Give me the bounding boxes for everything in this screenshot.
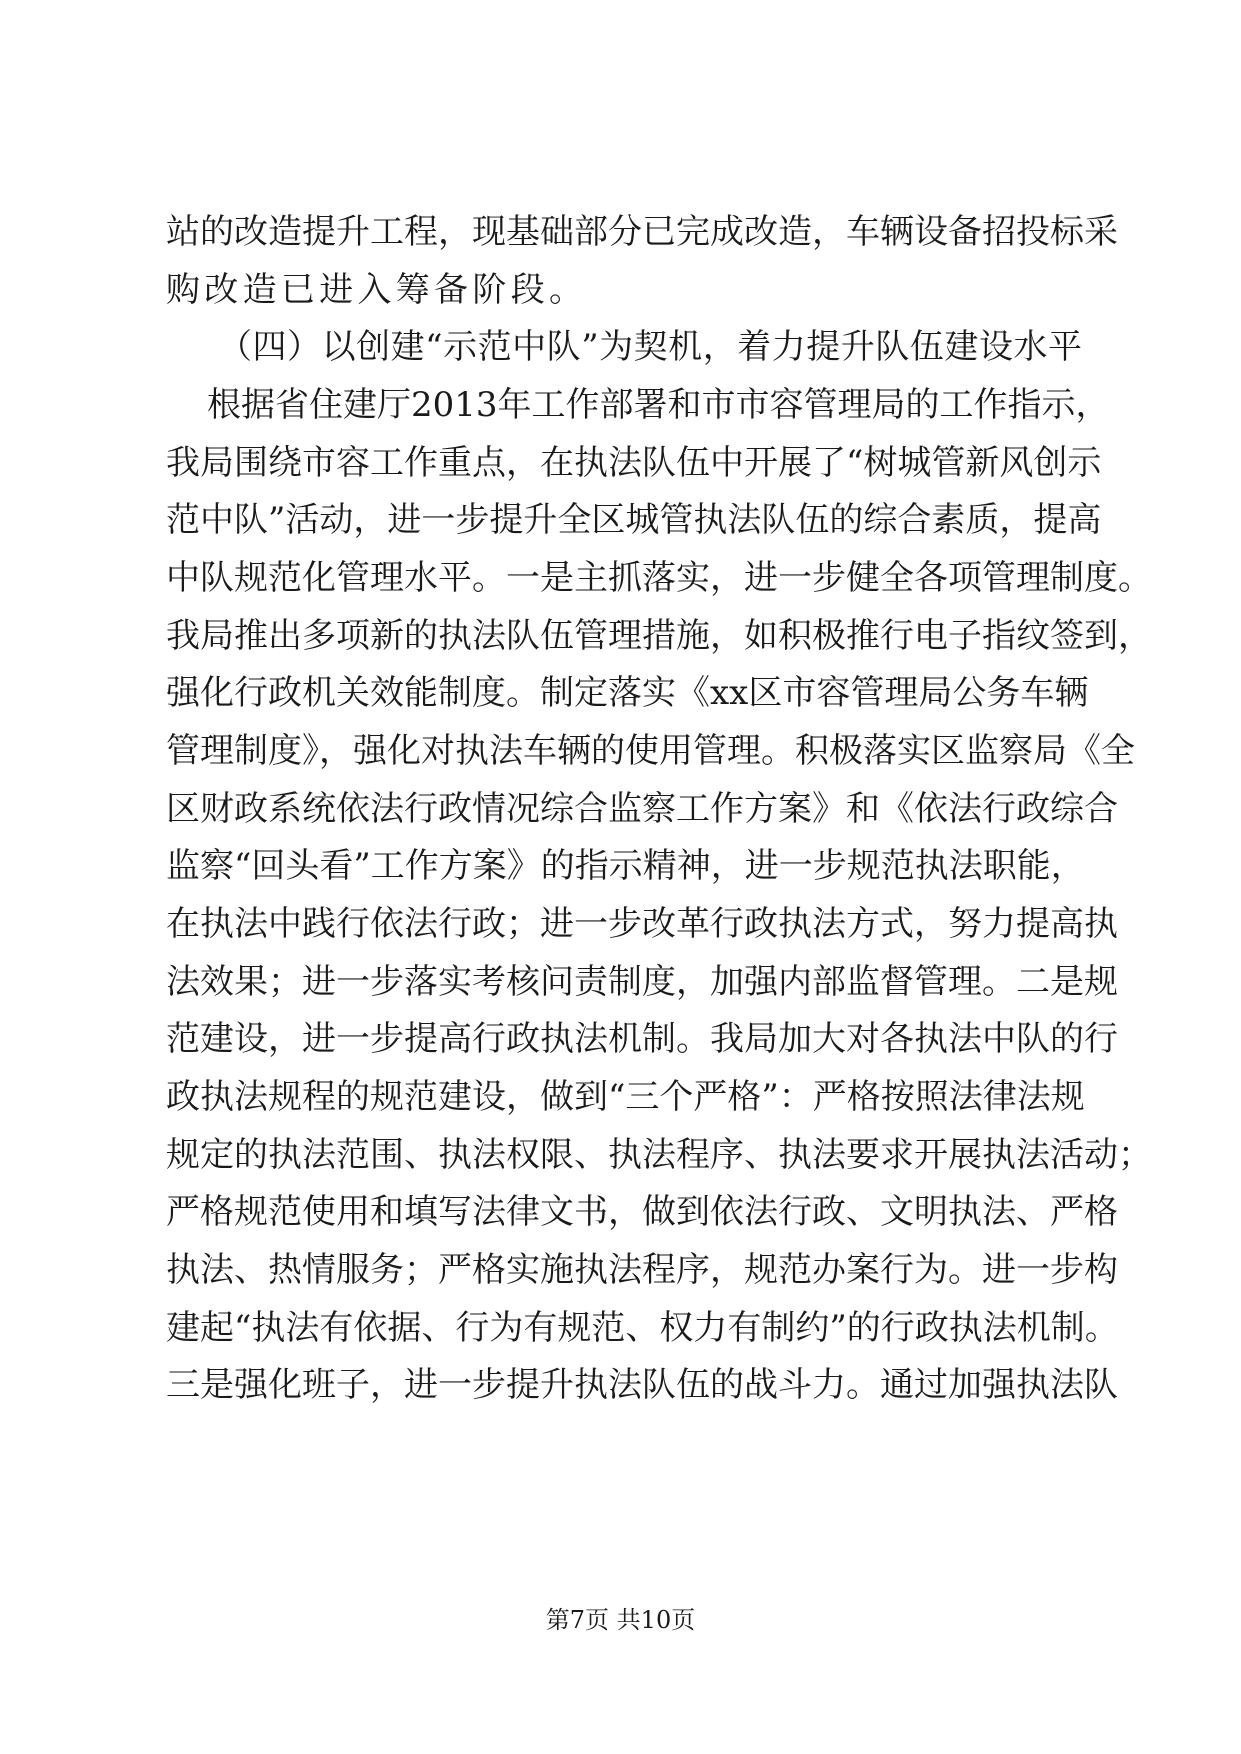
text-line: 政执法规程的规范建设，做到“三个严格”：严格按照法律法规 [166,1077,1085,1117]
text-line: 执法、热情服务；严格实施执法程序，规范办案行为。进一步构 [166,1250,1118,1290]
text-line: 建起“执法有依据、行为有规范、权力有制约”的行政执法机制。 [166,1308,1119,1348]
text-line: 区财政系统依法行政情况综合监察工作方案》和《依法行政综合 [166,789,1118,829]
text-line: 站的改造提升工程，现基础部分已完成改造，车辆设备招投标采 [166,212,1118,252]
text-line: 购改造已进入筹备阶段。 [166,270,588,310]
text-line: 监察“回头看”工作方案》的指示精神，进一步规范执法职能， [166,846,1085,886]
text-line: 在执法中践行依法行政；进一步改革行政执法方式，努力提高执 [166,904,1118,944]
text-line: 强化行政机关效能制度。制定落实《xx区市容管理局公务车辆 [166,673,1089,713]
text-line: 三是强化班子，进一步提升执法队伍的战斗力。通过加强执法队 [166,1365,1118,1405]
text-line: 我局围绕市容工作重点，在执法队伍中开展了“树城管新风创示 [166,443,1102,483]
text-line: 范中队”活动，进一步提升全区城管执法队伍的综合素质，提高 [166,500,1102,540]
text-line: 管理制度》，强化对执法车辆的使用管理。积极落实区监察局《全 [166,731,1135,771]
text-line: 范建设，进一步提高行政执法机制。我局加大对各执法中队的行 [166,1019,1118,1059]
text-line: 规定的执法范围、执法权限、执法程序、执法要求开展执法活动； [166,1135,1152,1175]
text-line: 严格规范使用和填写法律文书，做到依法行政、文明执法、严格 [166,1192,1118,1232]
text-line: 我局推出多项新的执法队伍管理措施，如积极推行电子指纹签到， [166,616,1152,656]
text-line: 法效果；进一步落实考核问责制度，加强内部监督管理。二是规 [166,962,1118,1002]
section-heading: （四）以创建“示范中队”为契机，着力提升队伍建设水平 [218,327,1082,367]
page-footer: 第7页 共10页 [545,1606,696,1634]
text-line: 根据省住建厅2013年工作部署和市市容管理局的工作指示， [207,385,1110,425]
text-line: 中队规范化管理水平。一是主抓落实，进一步健全各项管理制度。 [166,558,1152,598]
